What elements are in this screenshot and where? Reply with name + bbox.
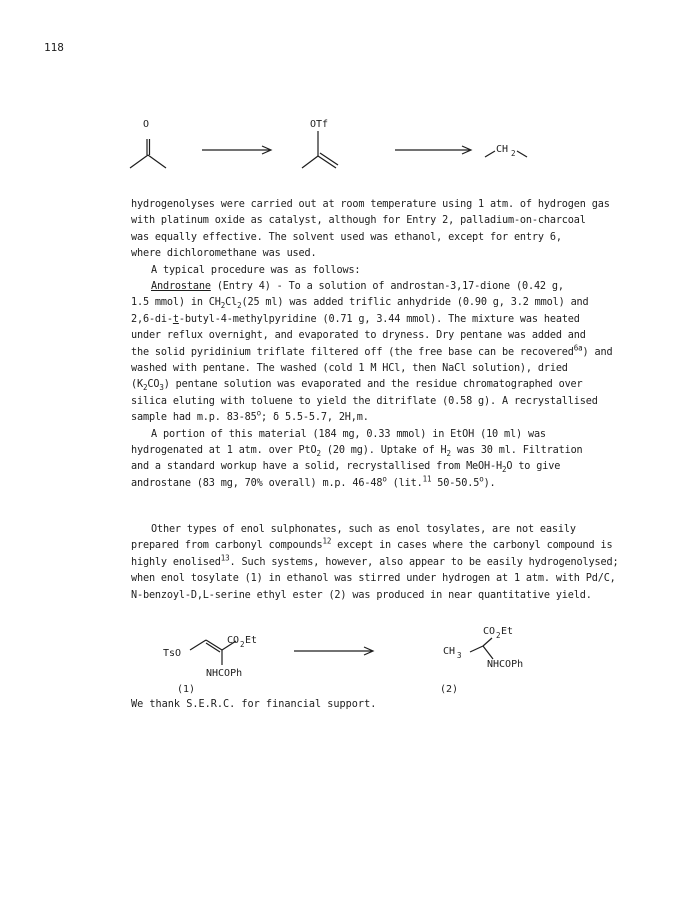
text-line: $(K_2CO_3)$ pentane solution was evaporated and the residue chromatographed over xyxy=(131,379,583,393)
text-line: washed with pentane. The washed (cold 1 M HCl, then NaCl solution), dried xyxy=(131,362,568,374)
co2et-label-2: CO xyxy=(483,626,496,637)
ketone-oxygen-label: O xyxy=(143,119,150,130)
text-line: Other types of enol sulphonates, such as enol tosylates, are not easily xyxy=(151,524,576,535)
text-line: hydrogenated at 1 atm. over PtO$_2$ (20 mg). Uptake of $H_2$ was 30 ml. Filtration xyxy=(131,444,583,458)
ch2-label: CH xyxy=(496,144,509,155)
text-line: under reflux overnight, and evaporated to dryness. Dry pentane was added and xyxy=(131,330,586,342)
text-line: with platinum oxide as catalyst, although for Entry 2, palladium-on-charcoal xyxy=(131,215,586,227)
text-line: A portion of this material (184 mg, 0.33 mmol) in EtOH (10 ml) was xyxy=(151,428,546,440)
text-line: 2,6-di-t-butyl-4-methylpyridine (0.71 g, 3.44 mmol). The mixture was heated xyxy=(131,313,580,325)
co2et-sub-2: 2 xyxy=(496,631,501,640)
text-line: and a standard workup have a solid, recrystallised from MeOH-$H_2O$ to give xyxy=(131,461,561,475)
acknowledgement: We thank S.E.R.C. for financial support. xyxy=(131,699,377,710)
nhcoph-label-2: NHCOPh xyxy=(487,659,524,670)
tso-label: TsO xyxy=(163,648,182,659)
text-line: prepared from carbonyl compounds$^{12}$ except in cases where the carbonyl compound is xyxy=(131,537,613,552)
text-line: highly enolised$^{13}$. Such systems, however, also appear to be easily hydrogenolysed; xyxy=(131,553,619,568)
otf-label: OTf xyxy=(310,119,329,130)
ch2-subscript: 2 xyxy=(511,149,516,158)
ch3-bond xyxy=(470,646,483,652)
text-line: where dichloromethane was used. xyxy=(131,248,317,260)
text-line: silica eluting with toluene to yield the ditriflate (0.58 g). A recrystallised xyxy=(131,395,598,407)
co2et-et-1: Et xyxy=(245,635,258,646)
ch3-label: CH xyxy=(443,646,456,657)
text-line: the solid pyridinium triflate filtered off (the free base can be recovered$^{6a}$) and xyxy=(131,343,613,358)
compound-label-1: (1) xyxy=(177,684,196,695)
procedure-title: Androstane xyxy=(151,281,211,292)
tso-bond xyxy=(190,640,206,650)
text-line: androstane (83 mg, 70% overall) m.p. 46-48$^o$ (lit.$^{11}$ 50-50.5$^o$). xyxy=(131,474,496,489)
text-line: when enol tosylate (1) in ethanol was stirred under hydrogen at 1 atm. with Pd/C, xyxy=(131,573,616,585)
text-line: A typical procedure was as follows: xyxy=(151,264,361,276)
co2et-sub-1: 2 xyxy=(240,640,245,649)
co2et-bond-2 xyxy=(483,638,492,646)
page-number: 118 xyxy=(44,41,64,54)
text-line: hydrogenolyses were carried out at room temperature using 1 atm. of hydrogen gas xyxy=(131,199,610,210)
nhcoph-label-1: NHCOPh xyxy=(206,668,243,679)
ch3-sub: 3 xyxy=(457,651,462,660)
text-line: Androstane (Entry 4) - To a solution of androstan-3,17-dione (0.42 g, xyxy=(151,281,564,292)
nh-bond-2 xyxy=(483,646,493,659)
co2et-label-1: CO xyxy=(227,635,240,646)
text-line: 1.5 mmol) in $CH_2Cl_2(25$ ml) was added triflic anhydride (0.90 g, 3.2 mmol) and xyxy=(131,297,589,311)
text-line: N-benzoyl-D,L-serine ethyl ester (2) was produced in near quantitative yield. xyxy=(131,589,592,601)
text-line: was equally effective. The solvent used was ethanol, except for entry 6, xyxy=(131,231,562,243)
compound-label-2: (2) xyxy=(440,684,459,695)
co2et-et-2: Et xyxy=(501,626,514,637)
text-line: sample had m.p. 83-85$^o$; δ 5.5-5.7, 2H,m. xyxy=(131,408,369,424)
